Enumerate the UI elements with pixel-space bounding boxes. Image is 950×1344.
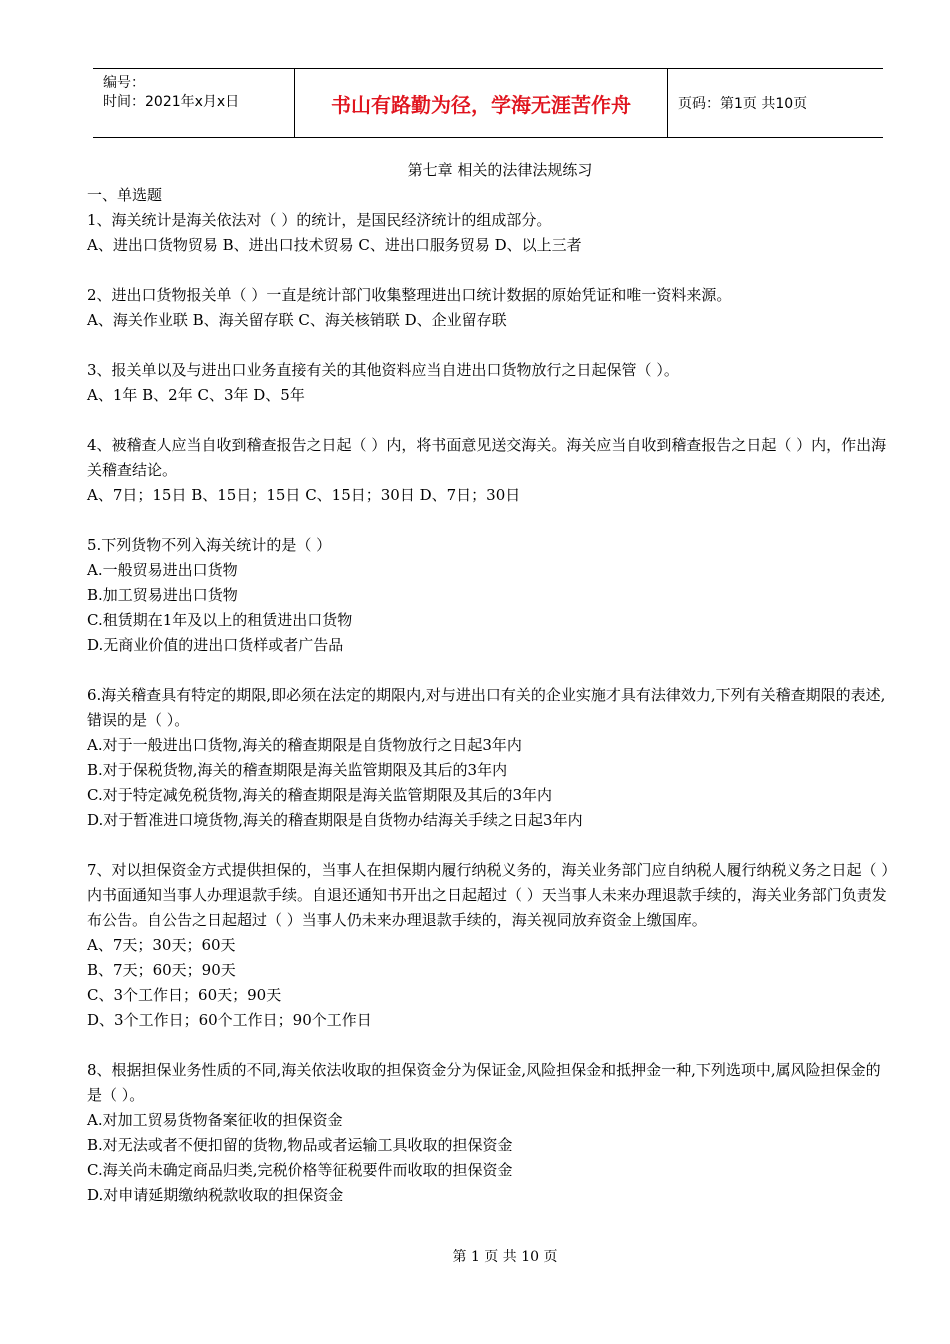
question-block — [87, 858, 893, 1058]
question-gap — [87, 408, 893, 433]
question-block — [87, 358, 893, 433]
question-option: C.对于特定减免税货物,海关的稽查期限是海关监管期限及其后的3年内 — [87, 786, 553, 804]
question-option: A.对加工贸易货物备案征收的担保资金 — [87, 1111, 343, 1129]
question-list — [87, 208, 893, 1208]
question-stem: 1、海关统计是海关依法对（ ）的统计，是国民经济统计的组成部分。 — [87, 211, 552, 229]
question-block — [87, 1058, 893, 1208]
question-option: A、海关作业联 B、海关留存联 C、海关核销联 D、企业留存联 — [87, 311, 507, 329]
question-block — [87, 208, 893, 283]
question-gap — [87, 658, 893, 683]
question-option: D.无商业价值的进出口货样或者广告品 — [87, 636, 344, 654]
question-option: D、3个工作日；60个工作日；90个工作日 — [87, 1011, 372, 1029]
page-info: 页码：第1页 共10页 — [678, 96, 808, 112]
question-stem: 8、根据担保业务性质的不同,海关依法收取的担保资金分为保证金,风险担保金和抵押金一种,下列选项中,属风险担保金的是（ ）。 — [87, 1061, 881, 1104]
question-block — [87, 433, 893, 533]
question-option: A、7天；30天；60天 — [87, 936, 236, 954]
question-gap — [87, 333, 893, 358]
question-option: A、进出口货物贸易 B、进出口技术贸易 C、进出口服务贸易 D、以上三者 — [87, 236, 582, 254]
question-option: A、1年 B、2年 C、3年 D、5年 — [87, 386, 305, 404]
question-stem: 7、对以担保资金方式提供担保的，当事人在担保期内履行纳税义务的，海关业务部门应自纳税人履行纳税义务之日起（ ）内书面通知当事人办理退款手续。自退还通知书开出之日起超过（ ）天当事人未来办理退款手续的，海关业务部门负责发布公告。自公告之日起超过（ ）当事人仍未来办理退款手续的，海关视同放弃资金上缴国库。 — [87, 861, 889, 929]
chapter-title: 第七章 相关的法律法规练习 — [407, 161, 593, 179]
question-stem: 3、报关单以及与进出口业务直接有关的其他资料应当自进出口货物放行之日起保管（ ）。 — [87, 361, 679, 379]
header-meta-cell — [93, 69, 295, 137]
question-gap — [87, 833, 893, 858]
question-option: B.加工贸易进出口货物 — [87, 586, 238, 604]
document-body — [87, 158, 893, 1208]
question-option: D.对于暂准进口境货物,海关的稽查期限是自货物办结海关手续之日起3年内 — [87, 811, 583, 829]
section-heading: 一、单选题 — [87, 186, 163, 204]
question-stem: 2、进出口货物报关单（ ）一直是统计部门收集整理进出口统计数据的原始凭证和唯一资料来源。 — [87, 286, 732, 304]
question-option: D.对申请延期缴纳税款收取的担保资金 — [87, 1186, 344, 1204]
number-label: 编号： — [103, 75, 145, 91]
question-gap — [87, 1033, 893, 1058]
question-option: A、7日；15日 B、15日；15日 C、15日；30日 D、7日；30日 — [87, 486, 521, 504]
motto: 书山有路勤为径，学海无涯苦作舟 — [295, 69, 668, 137]
question-block — [87, 683, 893, 858]
question-gap — [87, 508, 893, 533]
page-header — [93, 68, 883, 138]
question-option: C.租赁期在1年及以上的租赁进出口货物 — [87, 611, 353, 629]
time-label: 时间：2021年x月x日 — [103, 94, 240, 110]
question-gap — [87, 258, 893, 283]
question-block — [87, 533, 893, 683]
question-stem: 4、被稽查人应当自收到稽查报告之日起（ ）内，将书面意见送交海关。海关应当自收到稽查报告之日起（ ）内，作出海关稽查结论。 — [87, 436, 887, 479]
page-footer: 第 1 页 共 10 页 — [452, 1249, 558, 1265]
question-block — [87, 283, 893, 358]
question-option: A.一般贸易进出口货物 — [87, 561, 238, 579]
question-option: B.对无法或者不便扣留的货物,物品或者运输工具收取的担保资金 — [87, 1136, 513, 1154]
question-option: A.对于一般进出口货物,海关的稽查期限是自货物放行之日起3年内 — [87, 736, 522, 754]
question-option: C.海关尚未确定商品归类,完税价格等征税要件而收取的担保资金 — [87, 1161, 513, 1179]
question-stem: 5.下列货物不列入海关统计的是（ ） — [87, 536, 332, 554]
question-option: B.对于保税货物,海关的稽查期限是海关监管期限及其后的3年内 — [87, 761, 508, 779]
question-stem: 6.海关稽查具有特定的期限,即必须在法定的期限内,对与进出口有关的企业实施才具有法律效力,下列有关稽查期限的表述,错误的是（ ）。 — [87, 686, 886, 729]
question-option: C、3个工作日；60天；90天 — [87, 986, 282, 1004]
question-option: B、7天；60天；90天 — [87, 961, 236, 979]
